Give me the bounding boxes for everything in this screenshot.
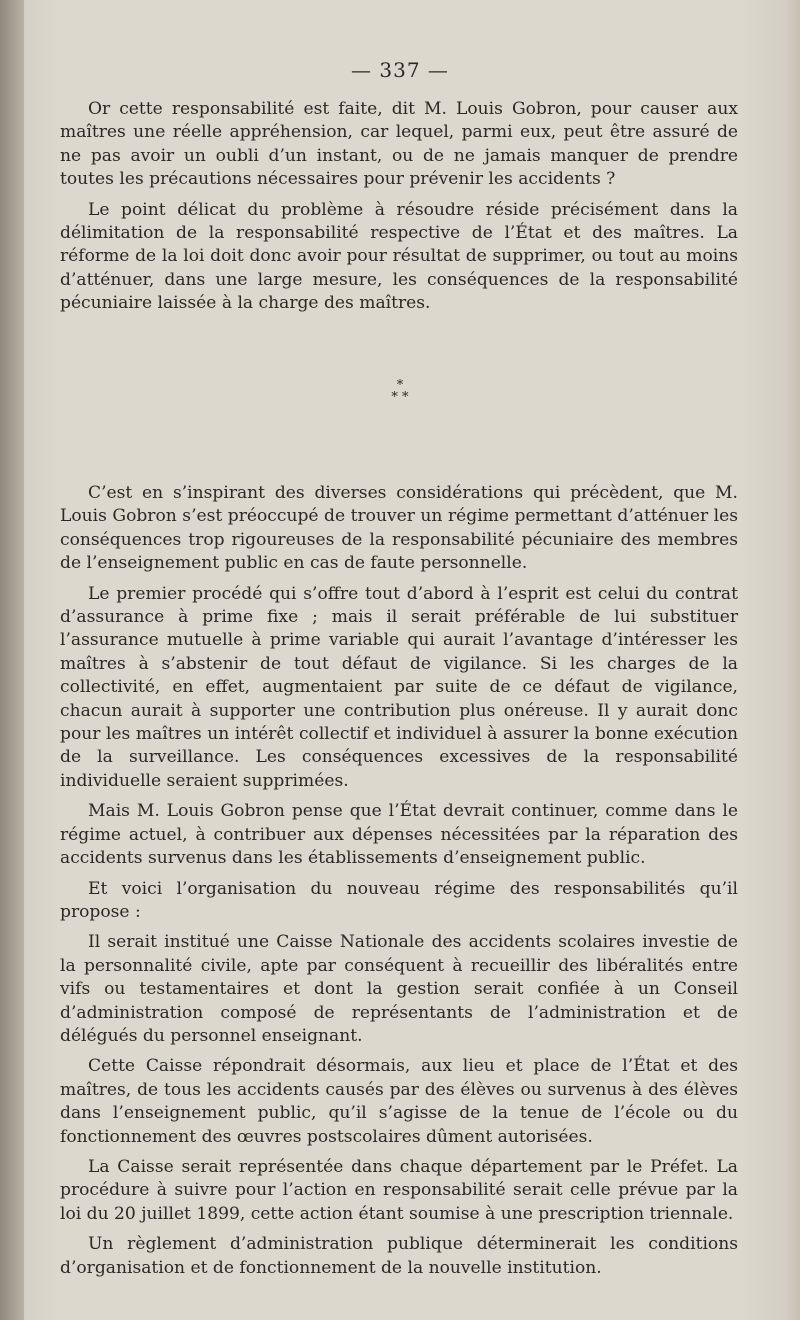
paragraph: Et voici l’organisation du nouveau régime des responsabilités qu’il propose : (60, 878, 738, 922)
asterism-bottom: * * (391, 390, 409, 405)
text-block-upper (60, 98, 738, 323)
page-number: — 337 — (351, 58, 449, 82)
paragraph: Cette Caisse répondrait désormais, aux lieu et place de l’État et des maîtres, de tous les accidents causés par des élèves ou survenus à des élèves dans l’enseignement public, qu’il s’agisse de la tenue de l’école ou du fonctionnement des œuvres postscolaires dûment autorisées. (60, 1056, 738, 1147)
paragraph: Le premier procédé qui s’offre tout d’abord à l’esprit est celui du contrat d’assurance à prime fixe ; mais il serait préférable de lui substituer l’assurance mutuelle à prime variable qui aurait l’avantage d’intéresser les maîtres à s’abstenir de tout défaut de vigilance. Si les charges de la collectivité, en effet, augmentaient par suite de ce défaut de vigilance, chacun aurait à supporter une contribution plus onéreuse. Il y aurait donc pour les maîtres un intérêt collectif et individuel à assurer la bonne exécution de la surveillance. Les conséquences excessives de la responsabilité individuelle seraient supprimées. (60, 583, 738, 791)
paragraph: C’est en s’inspirant des diverses considérations qui précèdent, que M. Louis Gobron s’est préoccupé de trouver un régime permettant d’atténuer les conséquences trop rigoureuses de la responsabilité pécuniaire des membres de l’enseignement public en cas de faute personnelle. (60, 483, 738, 574)
book-spine-shadow (0, 0, 24, 1320)
paragraph: Il serait institué une Caisse Nationale des accidents scolaires investie de la personnalité civile, apte par conséquent à recueillir des libéralités entre vifs ou testamentaires et dont la gestion serait confiée à un Conseil d’administration composé de représentants de l’administration et de délégués du personnel enseignant. (60, 932, 738, 1046)
paragraph: Mais M. Louis Gobron pense que l’État devrait continuer, comme dans le régime actuel, à contribuer aux dépenses nécessitées par la réparation des accidents survenus dans les établissements d’enseignement public. (60, 801, 738, 869)
paragraph: Un règlement d’administration publique déterminerait les conditions d’organisation et de fonctionnement de la nouvelle institution. (60, 1234, 738, 1278)
paragraph: Le point délicat du problème à résoudre réside précisément dans la délimitation de la responsabilité respective de l’État et des maîtres. La réforme de la loi doit donc avoir pour résultat de supprimer, ou tout au moins d’atténuer, dans une large mesure, les conséquences de la responsabilité pécuniaire laissée à la charge des maîtres. (60, 199, 738, 314)
paragraph: Or cette responsabilité est faite, dit M. Louis Gobron, pour causer aux maîtres une réelle appréhension, car lequel, parmi eux, peut être assuré de ne pas avoir un oubli d’un instant, ou de ne jamais manquer de prendre toutes les précautions nécessaires pour prévenir les accidents ? (60, 99, 738, 190)
paragraph: La Caisse serait représentée dans chaque département par le Préfet. La procédure à suivre pour l’action en responsabilité serait celle prévue par la loi du 20 juillet 1899, cette action étant soumise à une prescription triennale. (60, 1156, 738, 1224)
asterism-top: * (396, 378, 404, 393)
text-block-lower (60, 482, 738, 1287)
asterism-separator (0, 380, 800, 404)
